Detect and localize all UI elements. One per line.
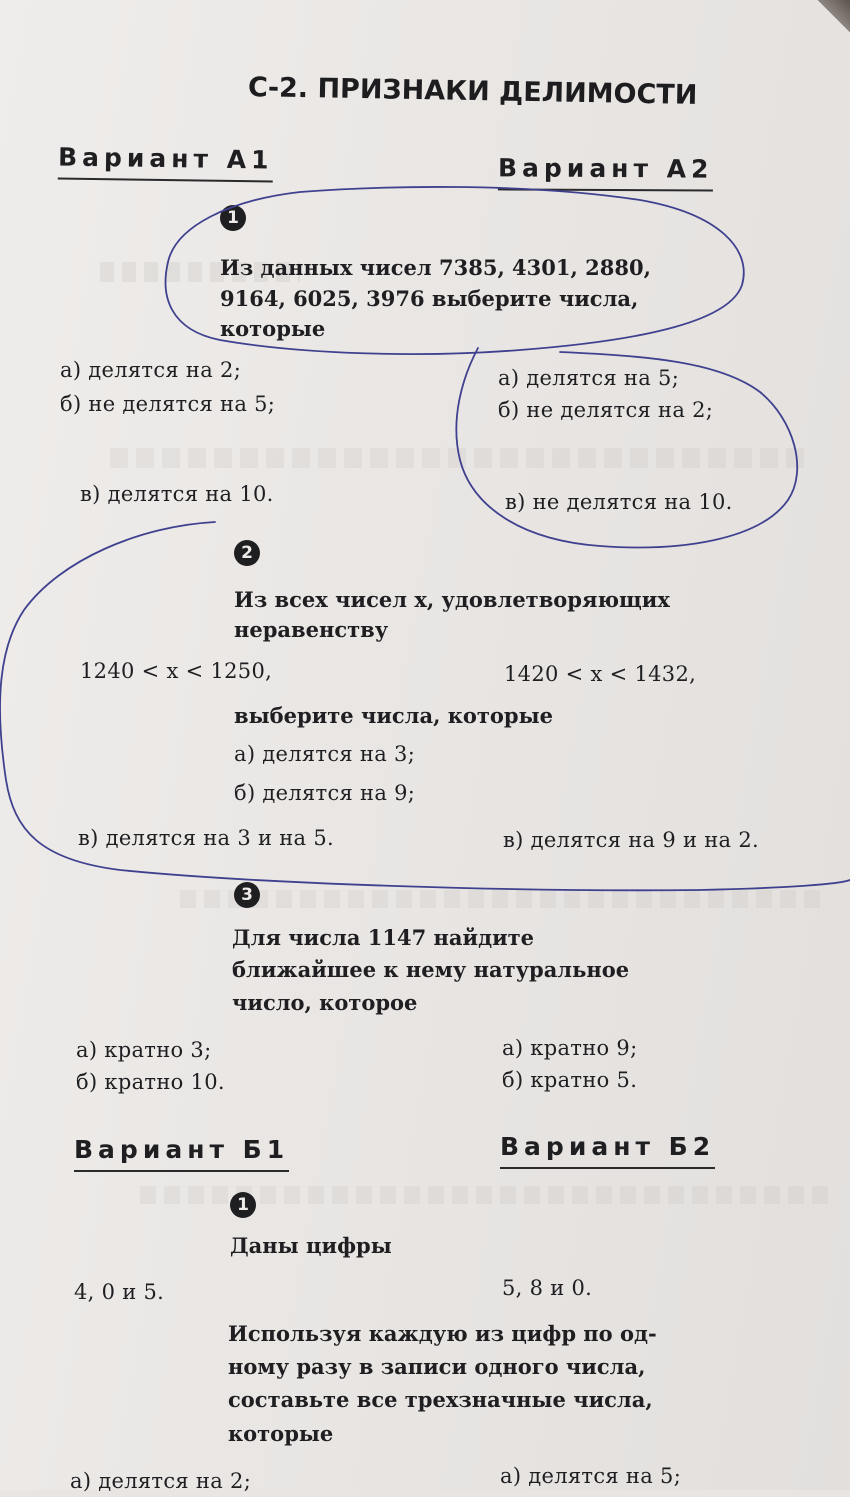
task-3-prompt-line: Для числа 1147 найдите bbox=[232, 925, 535, 950]
task-2-a2-option-v: в) делятся на 9 и на 2. bbox=[503, 828, 759, 852]
task-1-a1-option-v: в) делятся на 10. bbox=[80, 482, 274, 506]
task-b-1-prompt-line: которые bbox=[228, 1421, 334, 1446]
variant-a1-heading: Вариант А1 bbox=[58, 142, 274, 182]
task-2-a1-inequality: 1240 < x < 1250, bbox=[80, 659, 273, 683]
variant-a2-heading: Вариант А2 bbox=[498, 153, 714, 191]
task-3-a1-option-a: а) кратно 3; bbox=[76, 1038, 212, 1062]
task-1-prompt-line: 9164, 6025, 3976 выберите числа, bbox=[220, 286, 639, 311]
task-3-a2-option-b: б) кратно 5. bbox=[502, 1068, 638, 1092]
task-1-a2-option-v: в) не делятся на 10. bbox=[505, 490, 733, 514]
task-b-1-b2-option-a: а) делятся на 5; bbox=[500, 1464, 682, 1488]
task-3-a2-option-a: а) кратно 9; bbox=[502, 1036, 638, 1060]
task-1-prompt-line: Из данных чисел 7385, 4301, 2880, bbox=[220, 255, 651, 280]
task-2-choose: выберите числа, которые bbox=[234, 703, 554, 728]
task-b-1-number: 1 bbox=[230, 1192, 256, 1218]
task-b-1-prompt-line: составьте все трехзначные числа, bbox=[228, 1387, 653, 1412]
task-2-number: 2 bbox=[234, 540, 260, 566]
pen-circle-task-1-a2-options bbox=[456, 348, 797, 547]
task-2-a2-inequality: 1420 < x < 1432, bbox=[504, 662, 697, 686]
task-b-1-b2-digits: 5, 8 и 0. bbox=[502, 1276, 593, 1300]
task-b-1-given: Даны цифры bbox=[230, 1233, 392, 1258]
task-1-a1-option-a: а) делятся на 2; bbox=[60, 358, 242, 382]
pen-circle-task-2 bbox=[0, 522, 850, 890]
task-1-prompt-line: которые bbox=[220, 316, 326, 341]
task-b-1-b1-digits: 4, 0 и 5. bbox=[74, 1280, 165, 1304]
task-2-prompt-line: неравенству bbox=[234, 617, 389, 642]
variant-b1-heading: Вариант Б1 bbox=[74, 1135, 289, 1172]
task-b-1-b1-option-a: а) делятся на 2; bbox=[70, 1469, 252, 1493]
task-2-prompt-line: Из всех чисел x, удовлетворяющих bbox=[234, 587, 670, 612]
task-1-number: 1 bbox=[220, 205, 246, 231]
task-3-number: 3 bbox=[234, 882, 260, 908]
task-3-prompt-line: число, которое bbox=[232, 990, 418, 1015]
task-1-a2-option-b: б) не делятся на 2; bbox=[498, 398, 714, 422]
task-b-1-prompt-line: Используя каждую из цифр по од- bbox=[228, 1321, 657, 1346]
task-b-1-prompt-line: ному разу в записи одного числа, bbox=[228, 1354, 646, 1379]
task-3-prompt-line: ближайшее к нему натуральное bbox=[232, 957, 630, 982]
task-3-a1-option-b: б) кратно 10. bbox=[76, 1070, 225, 1094]
task-1-a2-option-a: а) делятся на 5; bbox=[498, 366, 680, 390]
task-2-a1-option-v: в) делятся на 3 и на 5. bbox=[78, 826, 334, 850]
task-1-a1-option-b: б) не делятся на 5; bbox=[60, 392, 276, 416]
task-2-option-b: б) делятся на 9; bbox=[234, 781, 416, 805]
pen-circle-task-1-prompt bbox=[166, 187, 744, 354]
task-2-option-a: а) делятся на 3; bbox=[234, 742, 416, 766]
variant-b2-heading: Вариант Б2 bbox=[500, 1132, 715, 1169]
page-title: С-2. ПРИЗНАКИ ДЕЛИМОСТИ bbox=[247, 72, 698, 111]
